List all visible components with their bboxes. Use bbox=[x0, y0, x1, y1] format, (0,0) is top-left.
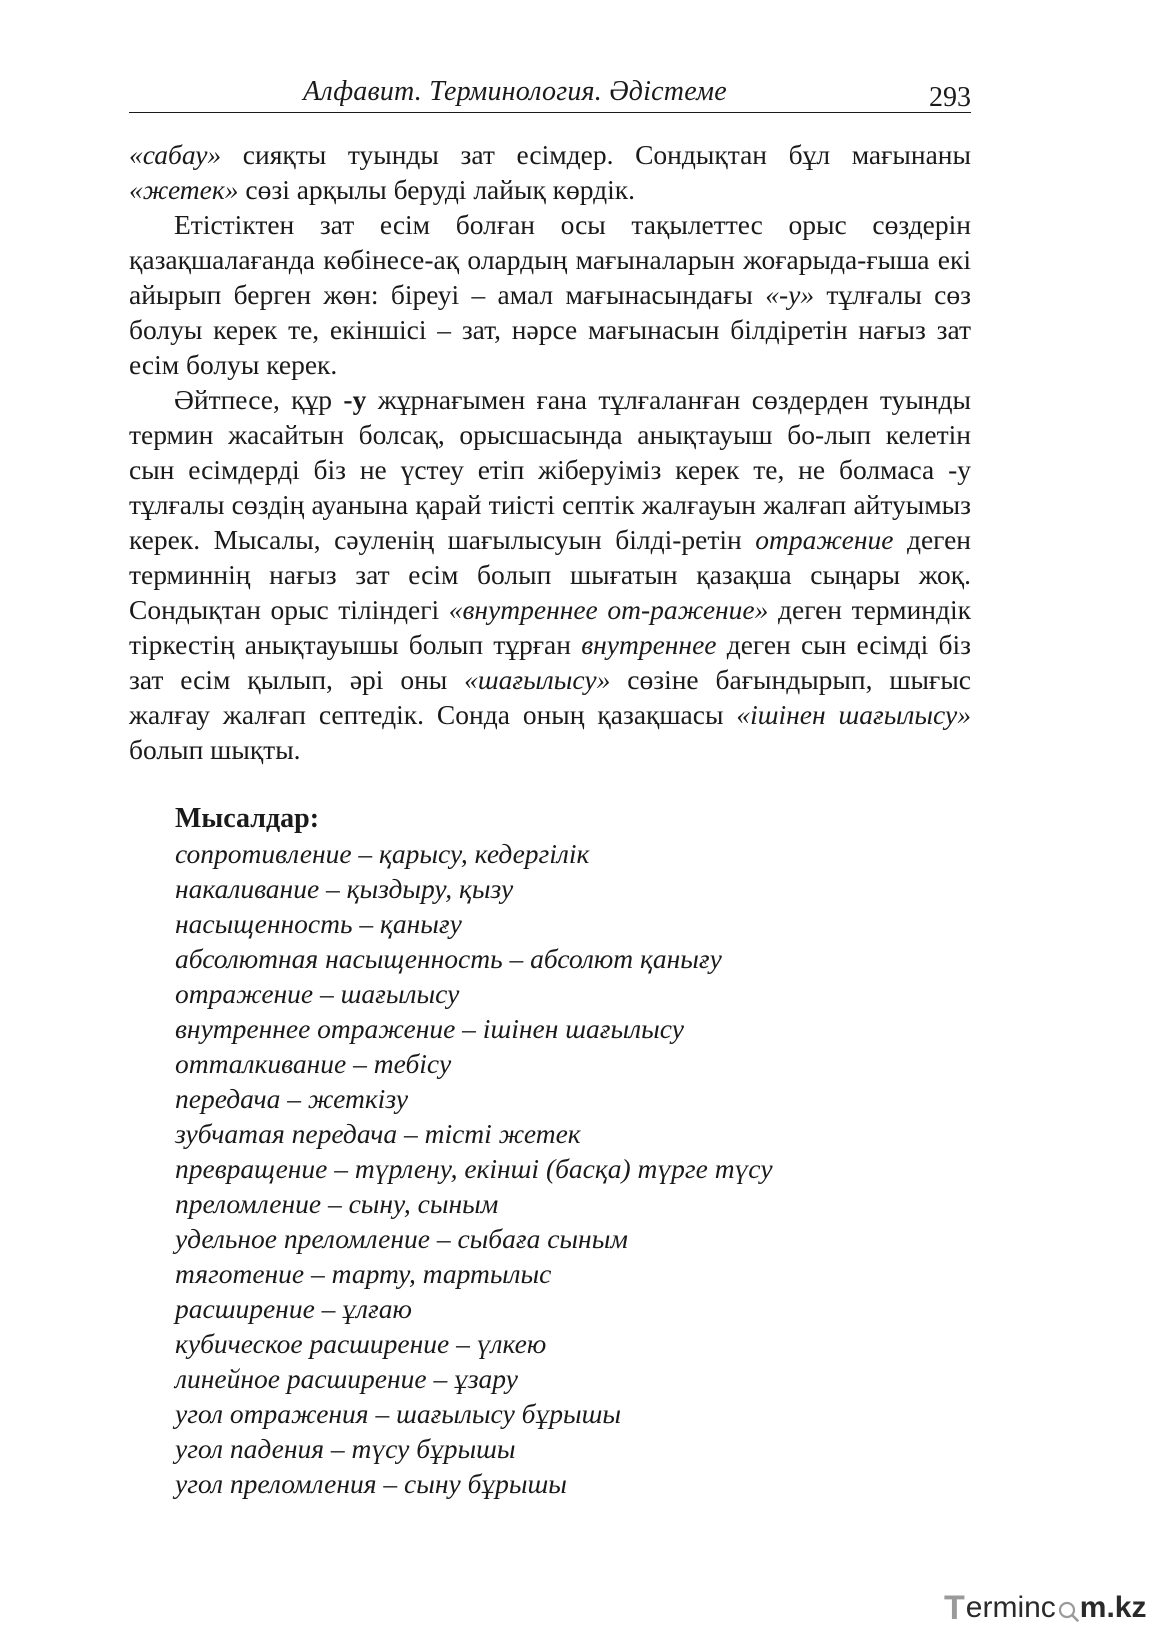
page-number: 293 bbox=[929, 82, 971, 113]
example-item: угол преломления – сыну бұрышы bbox=[175, 1468, 567, 1499]
example-item: расширение – ұлғаю bbox=[175, 1293, 412, 1324]
body-text bbox=[129, 137, 971, 767]
example-item: зубчатая передача – тісті жетек bbox=[175, 1118, 581, 1149]
running-title: Алфавит. Терминология. Әдістеме bbox=[303, 76, 727, 107]
text-run: сияқты туынды зат есімдер. Сондықтан бұл мағынаны bbox=[221, 139, 971, 170]
example-item: насыщенность – қанығу bbox=[175, 908, 462, 939]
quoted-term: «сабау» bbox=[129, 139, 222, 170]
example-item: удельное преломление – сыбаға сыным bbox=[175, 1223, 628, 1254]
text-run: болып шықты. bbox=[129, 734, 301, 765]
watermark-text: erminc bbox=[965, 1591, 1056, 1624]
example-item: передача – жеткізу bbox=[175, 1083, 409, 1114]
examples-list bbox=[175, 836, 935, 1501]
example-item: абсолютная насыщенность – абсолют қанығу bbox=[175, 943, 722, 974]
text-run: сөзі арқылы беруді лайық көрдік. bbox=[238, 174, 636, 205]
text-run: деген терминдік тіркестің анықтауышы болып тұрған bbox=[129, 594, 972, 660]
term: отражение bbox=[755, 524, 894, 555]
text-run: Әйтпесе, құр bbox=[174, 384, 344, 415]
termincom-watermark bbox=[944, 1585, 1147, 1625]
watermark-letter: T bbox=[944, 1589, 965, 1627]
magnifier-icon bbox=[1057, 1600, 1079, 1622]
example-item: угол падения – түсу бұрышы bbox=[175, 1433, 516, 1464]
text-run: деген терминнің нағыз зат есім болып шығатын қазақша сыңары жоқ. Сондықтан орыс тіліндегі bbox=[129, 524, 971, 625]
text-run: сөзіне бағындырып, шығыс жалғау жалғап септедік. Сонда оның қазақшасы bbox=[129, 664, 971, 730]
example-item: кубическое расширение – үлкею bbox=[175, 1328, 547, 1359]
paragraph-2 bbox=[129, 207, 971, 382]
bold-suffix: -у bbox=[343, 384, 367, 415]
example-item: отражение – шағылысу bbox=[175, 978, 460, 1009]
text-run: тұлғалы сөз болуы керек те, екіншісі – зат, нәрсе мағынасын білдіретін нағыз зат есім болуы керек. bbox=[129, 279, 971, 380]
example-item: преломление – сыну, сыным bbox=[175, 1188, 499, 1219]
example-item: тяготение – тарту, тартылыс bbox=[175, 1258, 552, 1289]
examples-heading: Мысалдар: bbox=[175, 803, 320, 834]
example-item: сопротивление – қарысу, кедергілік bbox=[175, 838, 590, 869]
quoted-term: «внутреннее от-ражение» bbox=[448, 594, 769, 625]
paragraph-1 bbox=[129, 137, 971, 207]
paragraph-3 bbox=[129, 382, 971, 767]
example-item: линейное расширение – ұзару bbox=[175, 1363, 518, 1394]
term: внутреннее bbox=[581, 629, 717, 660]
quoted-term: «шағылысу» bbox=[464, 664, 611, 695]
example-item: накаливание – қыздыру, қызу bbox=[175, 873, 514, 904]
running-header bbox=[129, 74, 971, 113]
text-run: Етістіктен зат есім болған осы тақылеттес орыс сөздерін қазақшалағанда көбінесе-ақ олардың мағыналарын жоғарыда-ғыша екі айырып берген жөн: біреуі – амал мағынасындағы bbox=[129, 209, 971, 310]
quoted-term: «ішінен шағылысу» bbox=[736, 699, 971, 730]
example-item: превращение – түрлену, екінші (басқа) түрге түсу bbox=[175, 1153, 773, 1184]
text-run: деген сын есімді біз зат есім қылып, әрі оны bbox=[129, 629, 972, 695]
quoted-term: «-у» bbox=[765, 279, 815, 310]
text-run: жұрнағымен ғана тұлғаланған сөздерден туынды термин жасайтын болсақ, орысшасында анықтауыш бо-лып келетін сын есімдерді біз не үстеу етіп жіберуіміз керек те, не болмаса -у тұлғалы сөздің ауанына қарай тиісті септік жалғауын жалғап айтуымыз керек. Мысалы, сәуленің шағылысуын білді-ретін bbox=[129, 384, 971, 555]
example-item: угол отражения – шағылысу бұрышы bbox=[175, 1398, 621, 1429]
watermark-domain: m.kz bbox=[1079, 1591, 1147, 1624]
example-item: отталкивание – тебісу bbox=[175, 1048, 452, 1079]
example-item: внутреннее отражение – ішінен шағылысу bbox=[175, 1013, 684, 1044]
quoted-term: «жетек» bbox=[129, 174, 239, 205]
examples-section bbox=[175, 801, 935, 1501]
